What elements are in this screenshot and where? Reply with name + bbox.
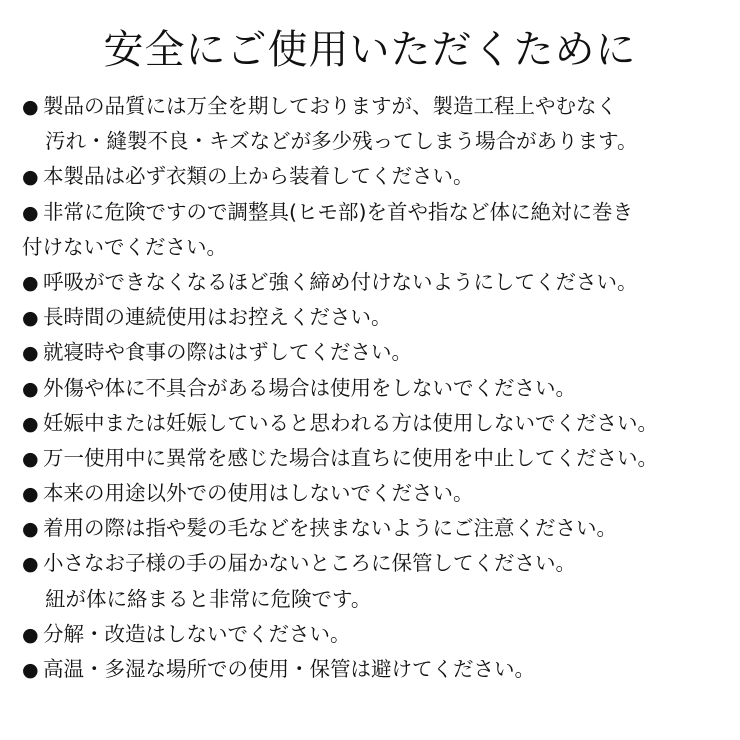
notice-text: 本来の用途以外での使用はしないでください。	[43, 481, 474, 506]
bullet-icon: ●	[22, 553, 39, 576]
notice-text: 汚れ・縫製不良・キズなどが多少残ってしまう場合があります。	[45, 129, 638, 154]
list-item	[22, 476, 736, 511]
notice-text: 紐が体に絡まると非常に危険です。	[45, 586, 372, 611]
list-item	[22, 300, 736, 335]
bullet-icon: ●	[22, 623, 39, 646]
list-item	[22, 406, 736, 441]
list-item	[22, 265, 736, 300]
notice-text: 長時間の連続使用はお控えください。	[43, 305, 392, 330]
bullet-icon: ●	[22, 377, 39, 400]
bullet-icon: ●	[22, 659, 39, 681]
list-item	[22, 89, 736, 124]
bullet-icon: ●	[22, 447, 39, 470]
bullet-icon: ●	[22, 483, 39, 506]
page-title: 安全にご使用いただくために	[103, 27, 637, 73]
list-item-continuation	[22, 230, 736, 265]
notice-text: 高温・多湿な場所での使用・保管は避けてください。	[43, 657, 535, 681]
list-item	[22, 652, 736, 687]
list-item-continuation	[22, 582, 736, 617]
notice-text: 就寝時や食事の際ははずしてください。	[43, 340, 412, 365]
notice-list	[22, 89, 736, 687]
list-item	[22, 159, 736, 194]
list-item	[22, 617, 736, 652]
notice-text: 小さなお子様の手の届かないところに保管してください。	[43, 551, 576, 576]
notice-text: 非常に危険ですので調整具(ヒモ部)を首や指など体に絶対に巻き	[43, 199, 633, 224]
list-item	[22, 511, 736, 546]
list-item	[22, 546, 736, 581]
notice-text: 本製品は必ず衣類の上から装着してください。	[43, 164, 474, 189]
list-item	[22, 371, 736, 406]
bullet-icon: ●	[22, 342, 39, 365]
list-item	[22, 335, 736, 370]
bullet-icon: ●	[22, 96, 39, 118]
notice-text: 分解・改造はしないでください。	[43, 621, 351, 646]
list-item	[22, 195, 736, 230]
bullet-icon: ●	[22, 307, 39, 330]
bullet-icon: ●	[22, 166, 39, 189]
bullet-icon: ●	[22, 271, 39, 294]
notice-text: 製品の品質には万全を期しておりますが、製造工程上やむなく	[43, 94, 617, 118]
notice-text: 万一使用中に異常を感じた場合は直ちに使用を中止してください。	[43, 445, 658, 470]
notice-text: 妊娠中または妊娠していると思われる方は使用しないでください。	[43, 410, 658, 435]
list-item-continuation	[22, 124, 736, 159]
notice-text: 着用の際は指や髪の毛などを挟まないようにご注意ください。	[43, 516, 617, 541]
list-item	[22, 441, 736, 476]
notice-text: 呼吸ができなくなるほど強く締め付けないようにしてください。	[43, 269, 638, 294]
bullet-icon: ●	[22, 518, 39, 541]
notice-text: 付けないでください。	[22, 234, 227, 259]
notice-text: 外傷や体に不具合がある場合は使用をしないでください。	[43, 375, 576, 400]
bullet-icon: ●	[22, 412, 39, 435]
bullet-icon: ●	[22, 201, 39, 224]
